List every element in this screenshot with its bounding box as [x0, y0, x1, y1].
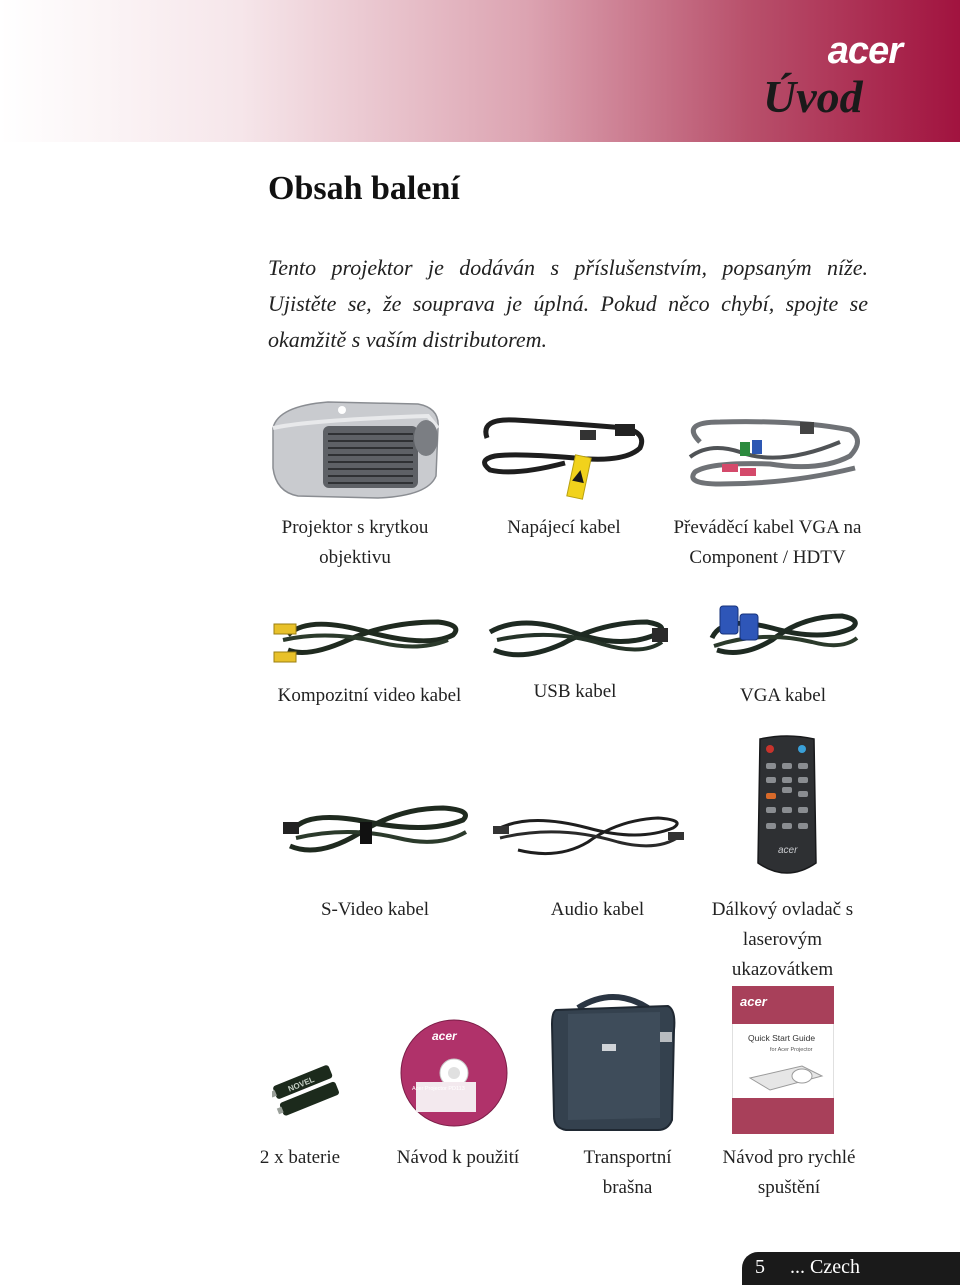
remote-logo: acer [778, 845, 798, 856]
remote-control-icon [754, 733, 820, 881]
svideo-cable-icon [278, 800, 473, 868]
guide-subtitle: for Acer Projector [770, 1047, 813, 1053]
caption-vga-component-1: Převáděcí kabel VGA na [673, 517, 862, 538]
bag-icon [548, 990, 678, 1132]
acer-logo: acer [827, 30, 902, 72]
caption-remote-3: ukazovátkem [731, 959, 834, 980]
audio-cable-icon [488, 808, 688, 866]
guide-booklet-icon [732, 986, 834, 1134]
caption-remote-1: Dálkový ovladač s [711, 899, 854, 920]
caption-vga-component-2: Component / HDTV [689, 547, 846, 568]
caption-remote-2: laserovým [742, 929, 823, 950]
section-heading: Obsah balení [268, 170, 460, 207]
chapter-title: Úvod [763, 71, 863, 122]
caption-usb-cable: USB kabel [533, 681, 617, 702]
caption-svideo-cable: S-Video kabel [320, 899, 430, 920]
power-cable-icon [475, 408, 650, 503]
projector-icon [268, 398, 443, 502]
caption-quickstart-2: spuštění [757, 1177, 821, 1198]
intro-paragraph: Tento projektor je dodáván s příslušenstvím, popsaným níže. Ujistěte se, že souprava je úplná. Pokud něco chybí, spojte se okamžitě s vaším distributorem. [268, 255, 868, 352]
composite-cable-icon [268, 610, 463, 670]
caption-bag-2: brašna [602, 1177, 653, 1198]
guide-title: Quick Start Guide [748, 1033, 816, 1043]
cd-title: Acer Projector PD113 [412, 1086, 465, 1092]
caption-audio-cable: Audio kabel [550, 899, 645, 920]
vga-cable-icon [692, 600, 862, 666]
language-label: ... Czech [790, 1256, 860, 1278]
caption-bag-1: Transportní [583, 1147, 672, 1168]
cd-icon [398, 1018, 510, 1128]
battery-icon [272, 1060, 342, 1120]
caption-manual: Návod k použití [396, 1147, 520, 1168]
page-number: 5 [755, 1256, 765, 1278]
caption-power-cable: Napájecí kabel [507, 517, 621, 538]
caption-projector-2: objektivu [319, 547, 391, 568]
caption-batteries: 2 x baterie [259, 1147, 341, 1168]
guide-logo: acer [740, 994, 767, 1009]
caption-composite-cable: Kompozitní video kabel [277, 685, 462, 706]
page-header [0, 0, 960, 142]
caption-quickstart-1: Návod pro rychlé [722, 1147, 856, 1168]
battery-label: NOVEL [286, 1074, 316, 1094]
usb-cable-icon [482, 612, 672, 668]
vga-component-cable-icon [680, 412, 865, 494]
cd-logo: acer [432, 1029, 457, 1043]
caption-vga-cable: VGA kabel [739, 685, 826, 706]
caption-projector-1: Projektor s krytkou [281, 517, 429, 538]
